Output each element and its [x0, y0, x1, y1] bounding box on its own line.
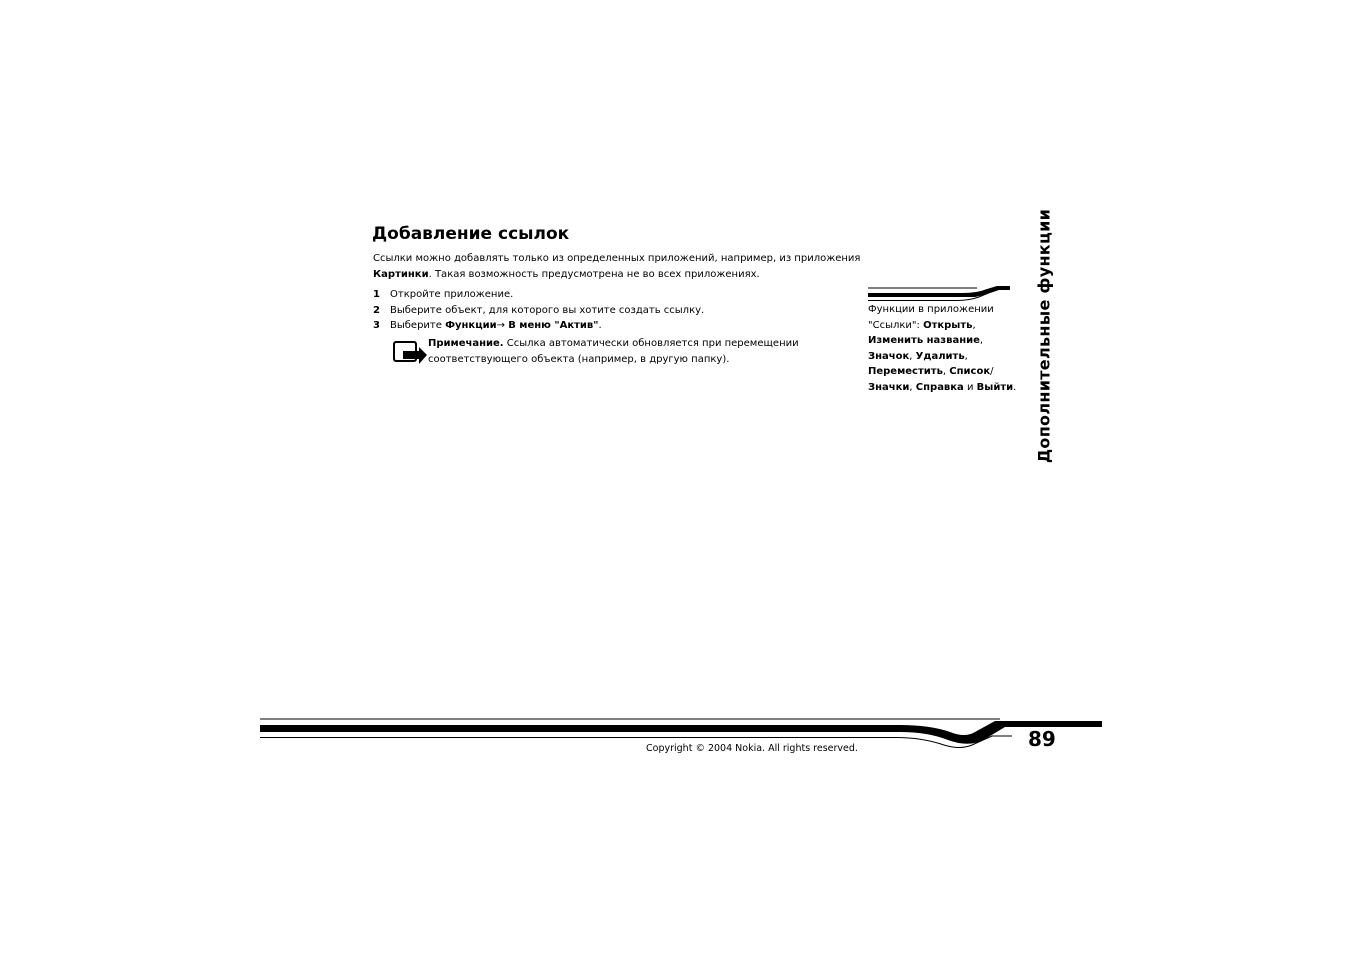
chapter-title-text: Дополнительные функции [1034, 208, 1054, 464]
option-icon: Значок [868, 350, 910, 362]
step-item [373, 318, 704, 334]
note-text [428, 336, 799, 367]
sidebar-rule-decoration [867, 285, 1011, 303]
copyright-text: Copyright © 2004 Nokia. All rights reserved. [646, 743, 858, 754]
sidebar-prefix: "Ссылки": [868, 319, 924, 331]
step-suffix: . [598, 320, 602, 331]
sidebar-functions-text [868, 302, 1016, 395]
and-word: и [963, 381, 977, 393]
option-list: Список [949, 366, 991, 377]
comma: , [979, 335, 984, 346]
intro-line-2-rest: . Такая возможность предусмотрена не во всех приложениях. [428, 268, 760, 280]
sidebar-line-3 [868, 333, 1016, 349]
note-line-1 [428, 336, 799, 352]
slash: / [990, 366, 994, 377]
intro-line-1: Ссылки можно добавлять только из определенных приложений, например, из приложения [373, 253, 861, 264]
comma: , [942, 366, 950, 377]
app-name-pictures: Картинки [373, 268, 429, 280]
option-rename: Изменить название [868, 335, 980, 346]
sidebar-line-1: Функции в приложении [868, 304, 994, 315]
option-move: Переместить [868, 366, 943, 377]
step-text: Откройте приложение. [390, 289, 514, 300]
step-item [373, 287, 704, 303]
comma: , [964, 350, 968, 362]
section-heading: Добавление ссылок [372, 224, 570, 244]
step-number: 3 [373, 320, 380, 331]
step-prefix: Выберите [390, 320, 446, 331]
note-icon [392, 339, 428, 365]
step-number: 1 [373, 289, 380, 300]
option-icons: Значки [868, 381, 910, 393]
option-open: Открыть [923, 319, 973, 331]
sidebar-line-2 [868, 318, 1016, 334]
comma: , [972, 319, 976, 331]
step-item [373, 303, 704, 319]
menu-functions: Функции [445, 320, 497, 331]
menu-active: В меню "Актив" [508, 320, 599, 331]
sidebar-line-4 [868, 349, 1016, 365]
option-delete: Удалить [915, 350, 965, 362]
period: . [1013, 381, 1017, 393]
option-exit: Выйти [976, 381, 1014, 393]
sidebar-line-6 [868, 380, 1016, 396]
note-label: Примечание. [428, 338, 504, 349]
intro-paragraph [373, 251, 861, 282]
sidebar-line-5 [868, 364, 1016, 380]
step-text: Выберите объект, для которого вы хотите создать ссылку. [390, 304, 705, 316]
intro-line-2 [373, 267, 853, 283]
note-line-1-rest: Ссылка автоматически обновляется при перемещении [503, 338, 799, 349]
arrow-icon: → [496, 320, 509, 331]
steps-list [373, 287, 704, 334]
note-line-2: соответствующего объекта (например, в другую папку). [428, 353, 730, 365]
option-help: Справка [915, 381, 964, 393]
step-number: 2 [373, 304, 380, 316]
page-number: 89 [1028, 727, 1056, 751]
comma: , [909, 381, 916, 393]
comma: , [909, 350, 916, 362]
